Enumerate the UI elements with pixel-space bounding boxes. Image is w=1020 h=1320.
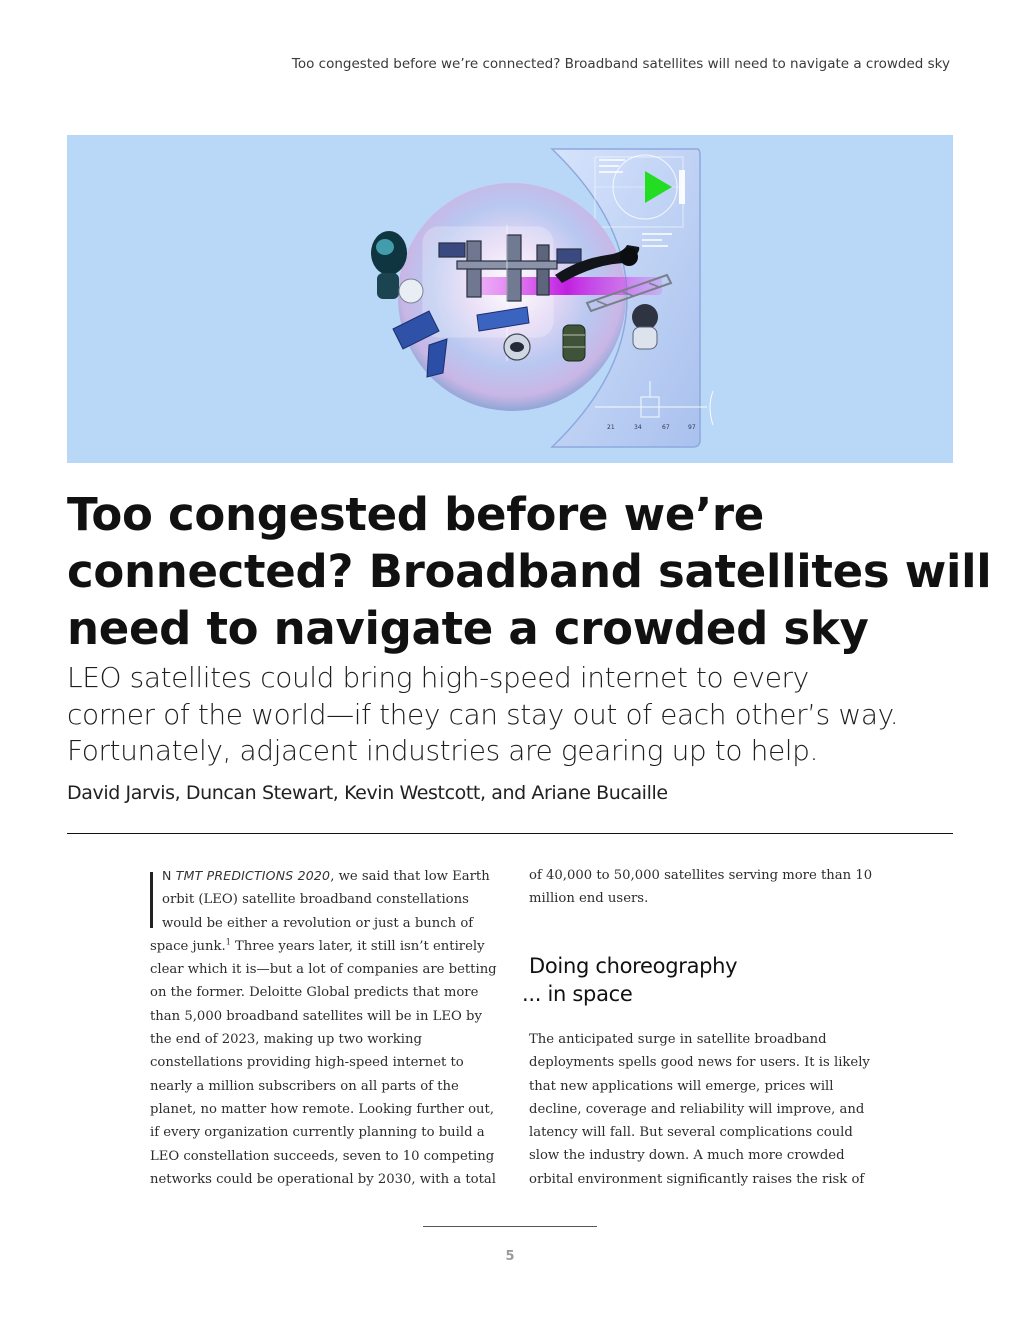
heading-line: Doing choreography	[529, 954, 738, 978]
lead-line	[150, 864, 495, 888]
body-line: of 40,000 to 50,000 satellites serving more than 10	[529, 868, 873, 883]
body-line: deployments spells good news for users. It is likely	[529, 1055, 870, 1071]
subtitle-line: Fortunately, adjacent industries are gearing up to help.	[67, 734, 819, 767]
body-line: slow the industry down. A much more crowded	[529, 1148, 845, 1164]
body-line: constellations providing high-speed internet to	[150, 1055, 464, 1071]
body-line: if every organization currently planning to build a	[150, 1125, 485, 1141]
body-line: space junk.$^1$ Three years later, it still isn’t entirely	[150, 937, 485, 954]
ruler-label: 97	[688, 424, 696, 431]
body-line: than 5,000 broadband satellites will be in LEO by	[150, 1008, 482, 1024]
title-line: need to navigate a crowded sky	[67, 602, 869, 655]
ruler-label: 34	[634, 424, 642, 431]
body-line: planet, no matter how remote. Looking further out,	[150, 1101, 495, 1117]
body-line: networks could be operational by 2030, with a total	[150, 1171, 496, 1187]
lead-line-text: , we said that low Earth	[330, 869, 490, 884]
footnote-ref[interactable]: 1	[225, 937, 231, 947]
article-authors: David Jarvis, Duncan Stewart, Kevin Westcott, and Ariane Bucaille	[67, 782, 668, 804]
subtitle-line: corner of the world—if they can stay out of each other’s way.	[67, 697, 899, 731]
capsule	[563, 325, 585, 361]
body-line: would be either a revolution or just a bunch of	[162, 915, 474, 931]
body-line: LEO constellation succeeds, seven to 10 competing	[150, 1148, 495, 1164]
ruler-label: 21	[607, 424, 615, 431]
satellite-collage	[67, 135, 953, 463]
running-header: Too congested before we’re connected? Broadband satellites will need to navigate a crowded sky	[291, 56, 950, 72]
body-line: orbit (LEO) satellite broadband constellations	[162, 892, 469, 908]
section-heading	[522, 952, 737, 1008]
body-line: The anticipated surge in satellite broadband	[529, 1032, 827, 1047]
body-line: orbital environment significantly raises the risk of	[529, 1171, 865, 1187]
helmet-small	[504, 334, 530, 360]
title-line: Too congested before we’re	[67, 488, 764, 541]
drop-cap-letter	[150, 872, 153, 928]
article-title	[67, 486, 992, 657]
header-divider	[67, 833, 953, 834]
hero-illustration	[67, 135, 953, 463]
publication-name: TMT PREDICTIONS 2020	[175, 868, 331, 883]
body-line: on the former. Deloitte Global predicts that more	[150, 985, 479, 1001]
footer-divider	[423, 1226, 597, 1227]
body-column-right	[529, 864, 874, 911]
body-line: decline, coverage and reliability will improve, and	[529, 1101, 865, 1117]
body-column-left	[150, 864, 495, 1191]
body-line: million end users.	[529, 891, 649, 907]
body-line: latency will fall. But several complications could	[529, 1125, 853, 1141]
body-line: nearly a million subscribers on all parts of the	[150, 1078, 459, 1094]
subtitle-line: LEO satellites could bring high-speed internet to every	[67, 661, 809, 694]
title-line: connected? Broadband satellites will	[67, 545, 992, 598]
body-line: that new applications will emerge, prices will	[529, 1078, 834, 1094]
article-subtitle	[67, 660, 899, 770]
page-number: 5	[505, 1249, 515, 1264]
heading-line: ... in space	[522, 982, 633, 1006]
section-paragraph	[529, 1028, 874, 1191]
body-line: the end of 2023, making up two working	[150, 1032, 422, 1048]
ruler-label: 67	[662, 424, 670, 431]
lead-in-letter: N	[162, 868, 172, 883]
body-line: clear which it is—but a lot of companies are betting	[150, 962, 497, 978]
